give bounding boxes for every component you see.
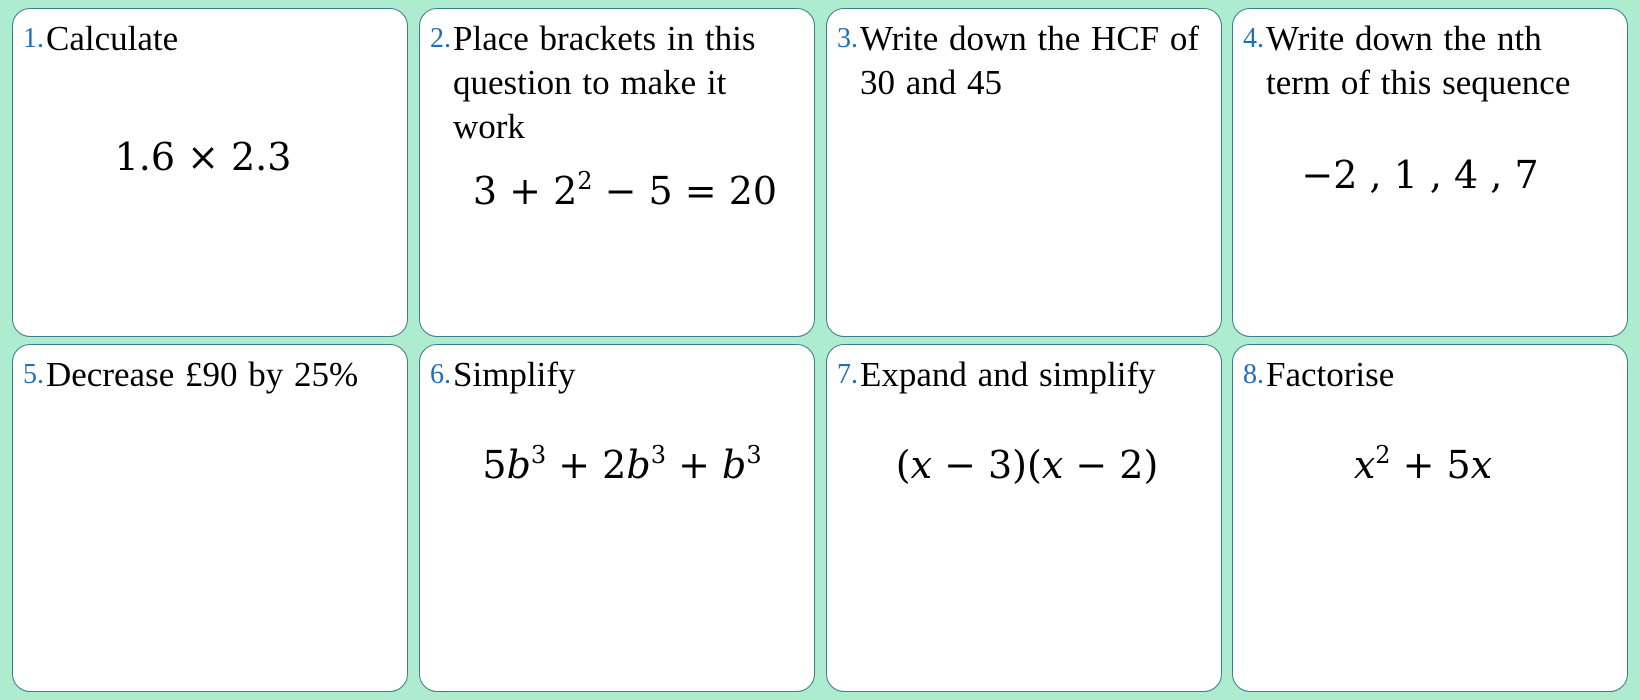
question-prompt: Expand and simplify xyxy=(860,355,1156,394)
math-expression: 1.6 × 2.3 xyxy=(114,135,292,179)
question-card-5 xyxy=(12,344,408,692)
question-number: 5. xyxy=(23,359,44,390)
question-number: 8. xyxy=(1243,359,1264,390)
question-prompt: Write down the HCF of 30 and 45 xyxy=(860,19,1200,102)
question-header xyxy=(23,353,393,397)
question-header xyxy=(1243,353,1613,397)
question-header xyxy=(837,353,1207,397)
question-number: 6. xyxy=(430,359,451,390)
question-number: 7. xyxy=(837,359,858,390)
question-card-3 xyxy=(826,8,1222,337)
question-prompt: Decrease £90 by 25% xyxy=(46,355,359,394)
question-card-7 xyxy=(826,344,1222,692)
question-header xyxy=(837,17,1207,105)
question-number: 3. xyxy=(837,23,858,54)
question-card-4 xyxy=(1232,8,1628,337)
question-card-2 xyxy=(419,8,815,337)
question-card-1 xyxy=(12,8,408,337)
question-prompt: Place brackets in this question to make it work xyxy=(453,19,756,146)
question-header xyxy=(430,17,800,149)
question-prompt: Factorise xyxy=(1266,355,1395,394)
question-card-8 xyxy=(1232,344,1628,692)
question-header xyxy=(23,17,393,61)
question-prompt: Simplify xyxy=(453,355,576,394)
math-expression: $5b^3 + 2b^3 + b^3$ xyxy=(482,441,762,487)
math-expression: −2 , 1 , 4 , 7 xyxy=(1301,153,1539,197)
question-number: 2. xyxy=(430,23,451,54)
question-prompt: Calculate xyxy=(46,19,179,58)
math-expression: $x^2 + 5x$ xyxy=(1353,441,1493,487)
question-header xyxy=(430,353,800,397)
math-expression: (x − 3)(x − 2) xyxy=(895,443,1159,487)
question-header xyxy=(1243,17,1613,105)
question-prompt: Write down the nth term of this sequence xyxy=(1266,19,1571,102)
question-number: 1. xyxy=(23,23,44,54)
math-expression: $3 + 2^2 - 5 = 20$ xyxy=(472,167,778,213)
question-number: 4. xyxy=(1243,23,1264,54)
question-card-6 xyxy=(419,344,815,692)
